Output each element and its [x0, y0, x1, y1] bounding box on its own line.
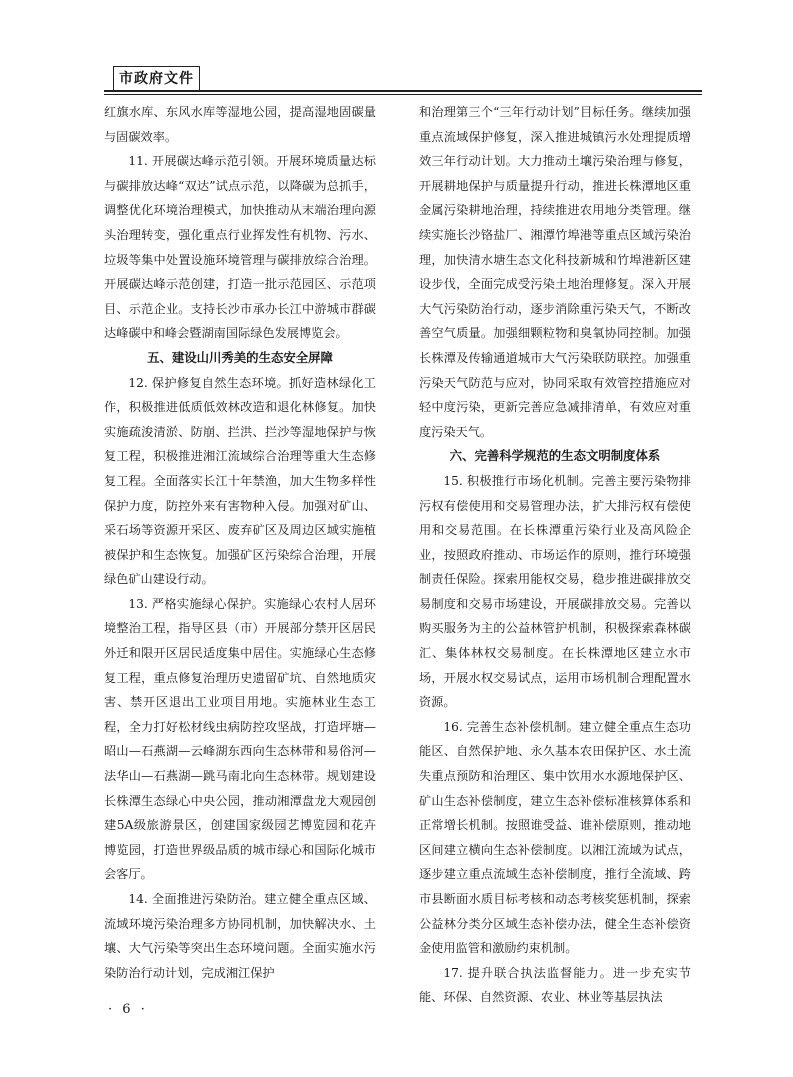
- right-column: [419, 100, 691, 1010]
- paragraph-16: 16. 完善生态补偿机制。建立健全重点生态功能区、自然保护地、永久基本农田保护区、水土流失重点预防和治理区、集中饮用水水源地保护区、矿山生态补偿制度，建立生态补偿标准核算体系和正常增长机制。按照谁受益、谁补偿原则，推动地区间建立横向生态补偿制度。以湘江流域为试点，逐步建立重点流域生态补偿制度，推行全流域、跨市县断面水质目标考核和动态考核奖惩机制，探索公益林分类分区域生态补偿办法，健全生态补偿资金使用监管和激励约束机制。: [419, 719, 691, 956]
- paragraph-11: 11. 开展碳达峰示范引领。开展环境质量达标与碳排放达峰“双达”试点示范，以降碳为总抓手，调整优化环境治理模式，加快推动从末端治理向源头治理转变，强化重点行业挥发性有机物、污水、垃圾等集中处置设施环境管理与碳排放综合治理。开展碳达峰示范创建，打造一批示范园区、示范项目、示范企业。支持长沙市承办长江中游城市群碳达峰碳中和峰会暨湖南国际绿色发展博览会。: [104, 154, 376, 341]
- paragraph-15: 15. 积极推行市场化机制。完善主要污染物排污权有偿使用和交易管理办法，扩大排污权有偿使用和交易范围。在长株潭重污染行业及高风险企业，按照政府推动、市场运作的原则，推行环境强制责任保险。探索用能权交易，稳步推进碳排放交易制度和交易市场建设，开展碳排放交易。完善以购买服务为主的公益林管护机制，积极探索森林碳汇、集体林权交易制度。在长株潭地区建立水市场，开展水权交易试点，运用市场机制合理配置水资源。: [419, 473, 691, 710]
- paragraph-continued: 红旗水库、东风水库等湿地公园，提高湿地固碳量与固碳效率。: [104, 105, 376, 144]
- paragraph-13: 13. 严格实施绿心保护。实施绿心农村人居环境整治工程，指导区县（市）开展部分禁开区居民外迁和限开区居民适度集中居住。实施绿心生态修复工程，重点修复治理历史遗留矿坑、自然地质灾害、禁开区退出工业项目用地。实施林业生态工程，全力打好松材线虫病防控攻坚战，打造坪塘—昭山—石燕湖—云峰湖东西向生态林带和易俗河—法华山—石燕湖—跳马南北向生态林带。规划建设长株潭生态绿心中央公园，推动湘潭盘龙大观园创建5A级旅游景区，创建国家级园艺博览园和花卉博览园，打造世界级品质的城市绿心和国际化城市会客厅。: [104, 596, 376, 882]
- paragraph-14-continued: 和治理第三个“三年行动计划”目标任务。继续加强重点流域保护修复，深入推进城镇污水处理提质增效三年行动计划。大力推动土壤污染治理与修复，开展耕地保护与质量提升行动，推进长株潭地区重金属污染耕地治理，持续推进农用地分类管理。继续实施长沙铬盐厂、湘潭竹埠港等重点区域污染治理，加快清水塘生态文化科技新城和竹埠港新区建设步伐，全面完成受污染土地治理修复。深入开展大气污染防治行动，逐步消除重污染天气，不断改善空气质量。加强细颗粒物和臭氧协同控制。加强长株潭及传输通道城市大气污染联防联控。加强重污染天气防范与应对，协同采取有效管控措施应对轻中度污染，更新完善应急减排清单，有效应对重度污染天气。: [419, 105, 691, 439]
- header-title: 市政府文件: [113, 66, 200, 91]
- paragraph-17: 17. 提升联合执法监督能力。进一步充实节能、环保、自然资源、农业、林业等基层执法: [419, 965, 691, 1005]
- paragraph-14: 14. 全面推进污染防治。建立健全重点区域、流域环境污染治理多方协同机制，加快解决水、土壤、大气污染等突出生态环境问题。全面实施水污染防治行动计划，完成湘江保护: [104, 892, 376, 980]
- paragraph-12: 12. 保护修复自然生态环境。抓好造林绿化工作，积极推进低质低效林改造和退化林修复。加快实施疏浚清淤、防崩、拦洪、拦沙等湿地保护与恢复工程，积极推进湘江流域综合治理等重大生态修复工程。全面落实长江十年禁渔，加大生物多样性保护力度，防控外来有害物种入侵。加强对矿山、采石场等资源开采区、废弃矿区及周边区域实施植被保护和生态恢复。加强矿区污染综合治理，开展绿色矿山建设行动。: [104, 375, 376, 587]
- section-heading-5: 五、建设山川秀美的生态安全屏障: [147, 349, 333, 365]
- section-heading-6: 六、完善科学规范的生态文明制度体系: [449, 448, 661, 464]
- running-header: [104, 66, 702, 90]
- left-column: [104, 100, 376, 985]
- header-rule: [104, 90, 702, 92]
- header-rule-thin: [104, 94, 702, 95]
- page-number: · 6 ·: [108, 1002, 148, 1017]
